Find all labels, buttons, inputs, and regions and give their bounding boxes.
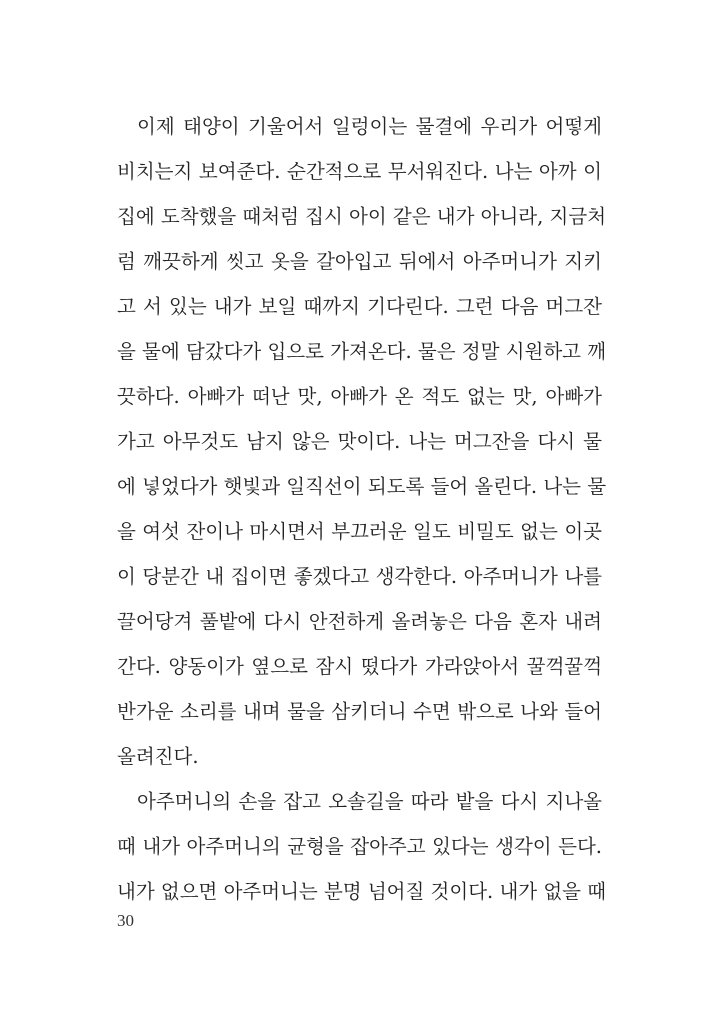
page-number: 30 <box>117 911 134 930</box>
text-line: 끗하다. 아빠가 떠난 맛, 아빠가 온 적도 없는 맛, 아빠가 <box>117 385 602 408</box>
text-line: 내가 없으면 아주머니는 분명 넘어질 것이다. 내가 없을 때 <box>117 880 607 903</box>
body-text <box>117 112 607 922</box>
text-line: 이 당분간 내 집이면 좋겠다고 생각한다. 아주머니가 나를 <box>117 565 602 588</box>
text-line: 아주머니의 손을 잡고 오솔길을 따라 밭을 다시 지나올 <box>137 790 602 813</box>
text-line: 집에 도착했을 때처럼 집시 아이 같은 내가 아니라, 지금처 <box>117 205 607 228</box>
text-line: 간다. 양동이가 옆으로 잠시 떴다가 가라앉아서 꿀꺽꿀꺽 <box>117 655 602 678</box>
text-line: 을 여섯 잔이나 마시면서 부끄러운 일도 비밀도 없는 이곳 <box>117 520 602 543</box>
text-line: 끌어당겨 풀밭에 다시 안전하게 올려놓은 다음 혼자 내려 <box>117 610 602 633</box>
text-line: 비치는지 보여준다. 순간적으로 무서워진다. 나는 아까 이 <box>117 160 602 183</box>
text-line: 고 서 있는 내가 보일 때까지 기다린다. 그런 다음 머그잔 <box>117 295 602 318</box>
text-line: 이제 태양이 기울어서 일렁이는 물결에 우리가 어떻게 <box>137 115 602 138</box>
text-line: 럼 깨끗하게 씻고 옷을 갈아입고 뒤에서 아주머니가 지키 <box>117 250 602 273</box>
text-line: 반가운 소리를 내며 물을 삼키더니 수면 밖으로 나와 들어 <box>117 700 602 723</box>
text-line: 올려진다. <box>117 745 199 768</box>
text-line: 에 넣었다가 햇빛과 일직선이 되도록 들어 올린다. 나는 물 <box>117 475 607 498</box>
text-line: 때 내가 아주머니의 균형을 잡아주고 있다는 생각이 든다. <box>117 835 602 858</box>
text-line: 을 물에 담갔다가 입으로 가져온다. 물은 정말 시원하고 깨 <box>117 340 607 363</box>
text-line: 가고 아무것도 남지 않은 맛이다. 나는 머그잔을 다시 물 <box>117 430 602 453</box>
